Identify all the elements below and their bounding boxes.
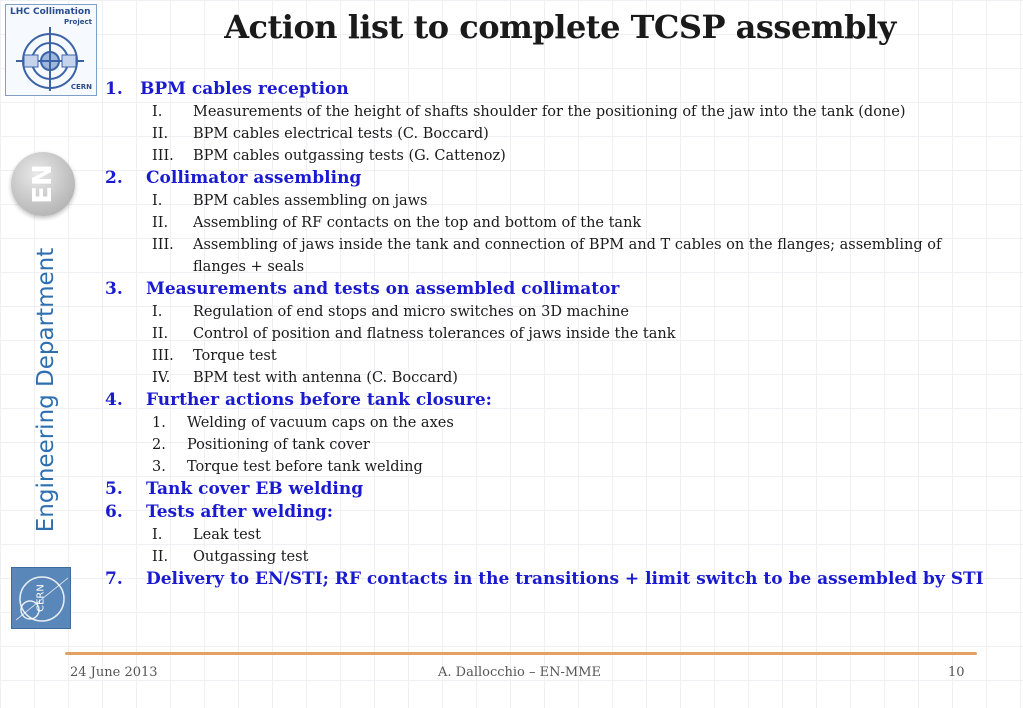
section-heading [100,478,1000,501]
item-text: Torque test [193,348,277,364]
footer-date: 24 June 2013 [70,665,158,680]
item-number: IV. [152,370,171,386]
item-number: II. [152,326,169,342]
section-title: Delivery to EN/STI; RF contacts in the transitions + limit switch to be assembled by STI [146,569,984,589]
item-number: 3. [152,459,166,475]
list-item [100,101,1000,123]
item-number: II. [152,126,169,142]
item-text: Assembling of RF contacts on the top and bottom of the tank [193,215,642,231]
item-number: II. [152,549,169,565]
item-text: Welding of vacuum caps on the axes [187,415,454,431]
footer-page-number: 10 [948,665,965,680]
section-title: BPM cables reception [140,79,349,99]
section-number: 1. [105,79,123,99]
list-item [100,234,1000,278]
item-number: III. [152,348,174,364]
item-text: Measurements of the height of shafts shoulder for the positioning of the jaw into the tank (done) [193,104,906,120]
item-number: I. [152,104,163,120]
item-text: BPM cables assembling on jaws [193,193,428,209]
section-heading [100,501,1000,524]
item-number: III. [152,237,174,253]
lhc-collimation-logo [5,4,97,96]
list-item [100,412,1000,434]
section-title: Tank cover EB welding [146,479,364,499]
section-number: 4. [105,390,123,410]
en-badge [11,152,75,216]
item-text: Control of position and flatness tolerances of jaws inside the tank [193,326,676,342]
section-title: Tests after welding: [146,502,334,522]
item-number: III. [152,148,174,164]
item-number: I. [152,527,163,543]
section-number: 3. [105,279,123,299]
logo-text-line2: Project [63,18,92,26]
cern-logo-text: CERN [35,584,47,612]
item-text: Leak test [193,527,261,543]
section-title: Further actions before tank closure: [146,390,492,410]
target-icon [14,25,90,91]
item-number: II. [152,215,169,231]
item-text: Positioning of tank cover [187,437,370,453]
footer-divider [65,652,977,655]
item-text: BPM cables outgassing tests (G. Cattenoz) [193,148,506,164]
item-number: 1. [152,415,166,431]
list-item [100,367,1000,389]
list-item [100,212,1000,234]
section-heading [100,389,1000,412]
section-number: 2. [105,168,123,188]
list-item [100,123,1000,145]
section-number: 5. [105,479,123,499]
list-item [100,301,1000,323]
item-text: Torque test before tank welding [187,459,423,475]
list-item [100,456,1000,478]
list-item [100,323,1000,345]
list-item [100,434,1000,456]
item-text: BPM cables electrical tests (C. Boccard) [193,126,489,142]
list-item [100,546,1000,568]
slide-title: Action list to complete TCSP assembly [224,8,896,46]
section-title: Collimator assembling [146,168,362,188]
section-heading [100,167,1000,190]
section-number: 7. [105,569,123,589]
item-text: Outgassing test [193,549,309,565]
list-item [100,190,1000,212]
cern-logo [11,567,71,629]
en-badge-label: EN [28,164,58,204]
list-item [100,145,1000,167]
item-number: I. [152,304,163,320]
section-title: Measurements and tests on assembled collimator [146,279,620,299]
item-number: 2. [152,437,166,453]
footer-author: A. Dallocchio – EN-MME [438,665,602,680]
item-text: Regulation of end stops and micro switches on 3D machine [193,304,629,320]
item-number: I. [152,193,163,209]
section-heading [100,568,1000,591]
action-list [100,78,1000,591]
item-text: BPM test with antenna (C. Boccard) [193,370,458,386]
department-label: Engineering Department [33,247,59,533]
logo-text-line3: CERN [70,83,92,91]
section-heading [100,278,1000,301]
item-text: Assembling of jaws inside the tank and connection of BPM and T cables on the flanges; assembling of flanges + seals [193,237,942,275]
list-item [100,524,1000,546]
section-heading [100,78,1000,101]
list-item [100,345,1000,367]
logo-text-line1: LHC Collimation [10,7,91,17]
section-number: 6. [105,502,123,522]
